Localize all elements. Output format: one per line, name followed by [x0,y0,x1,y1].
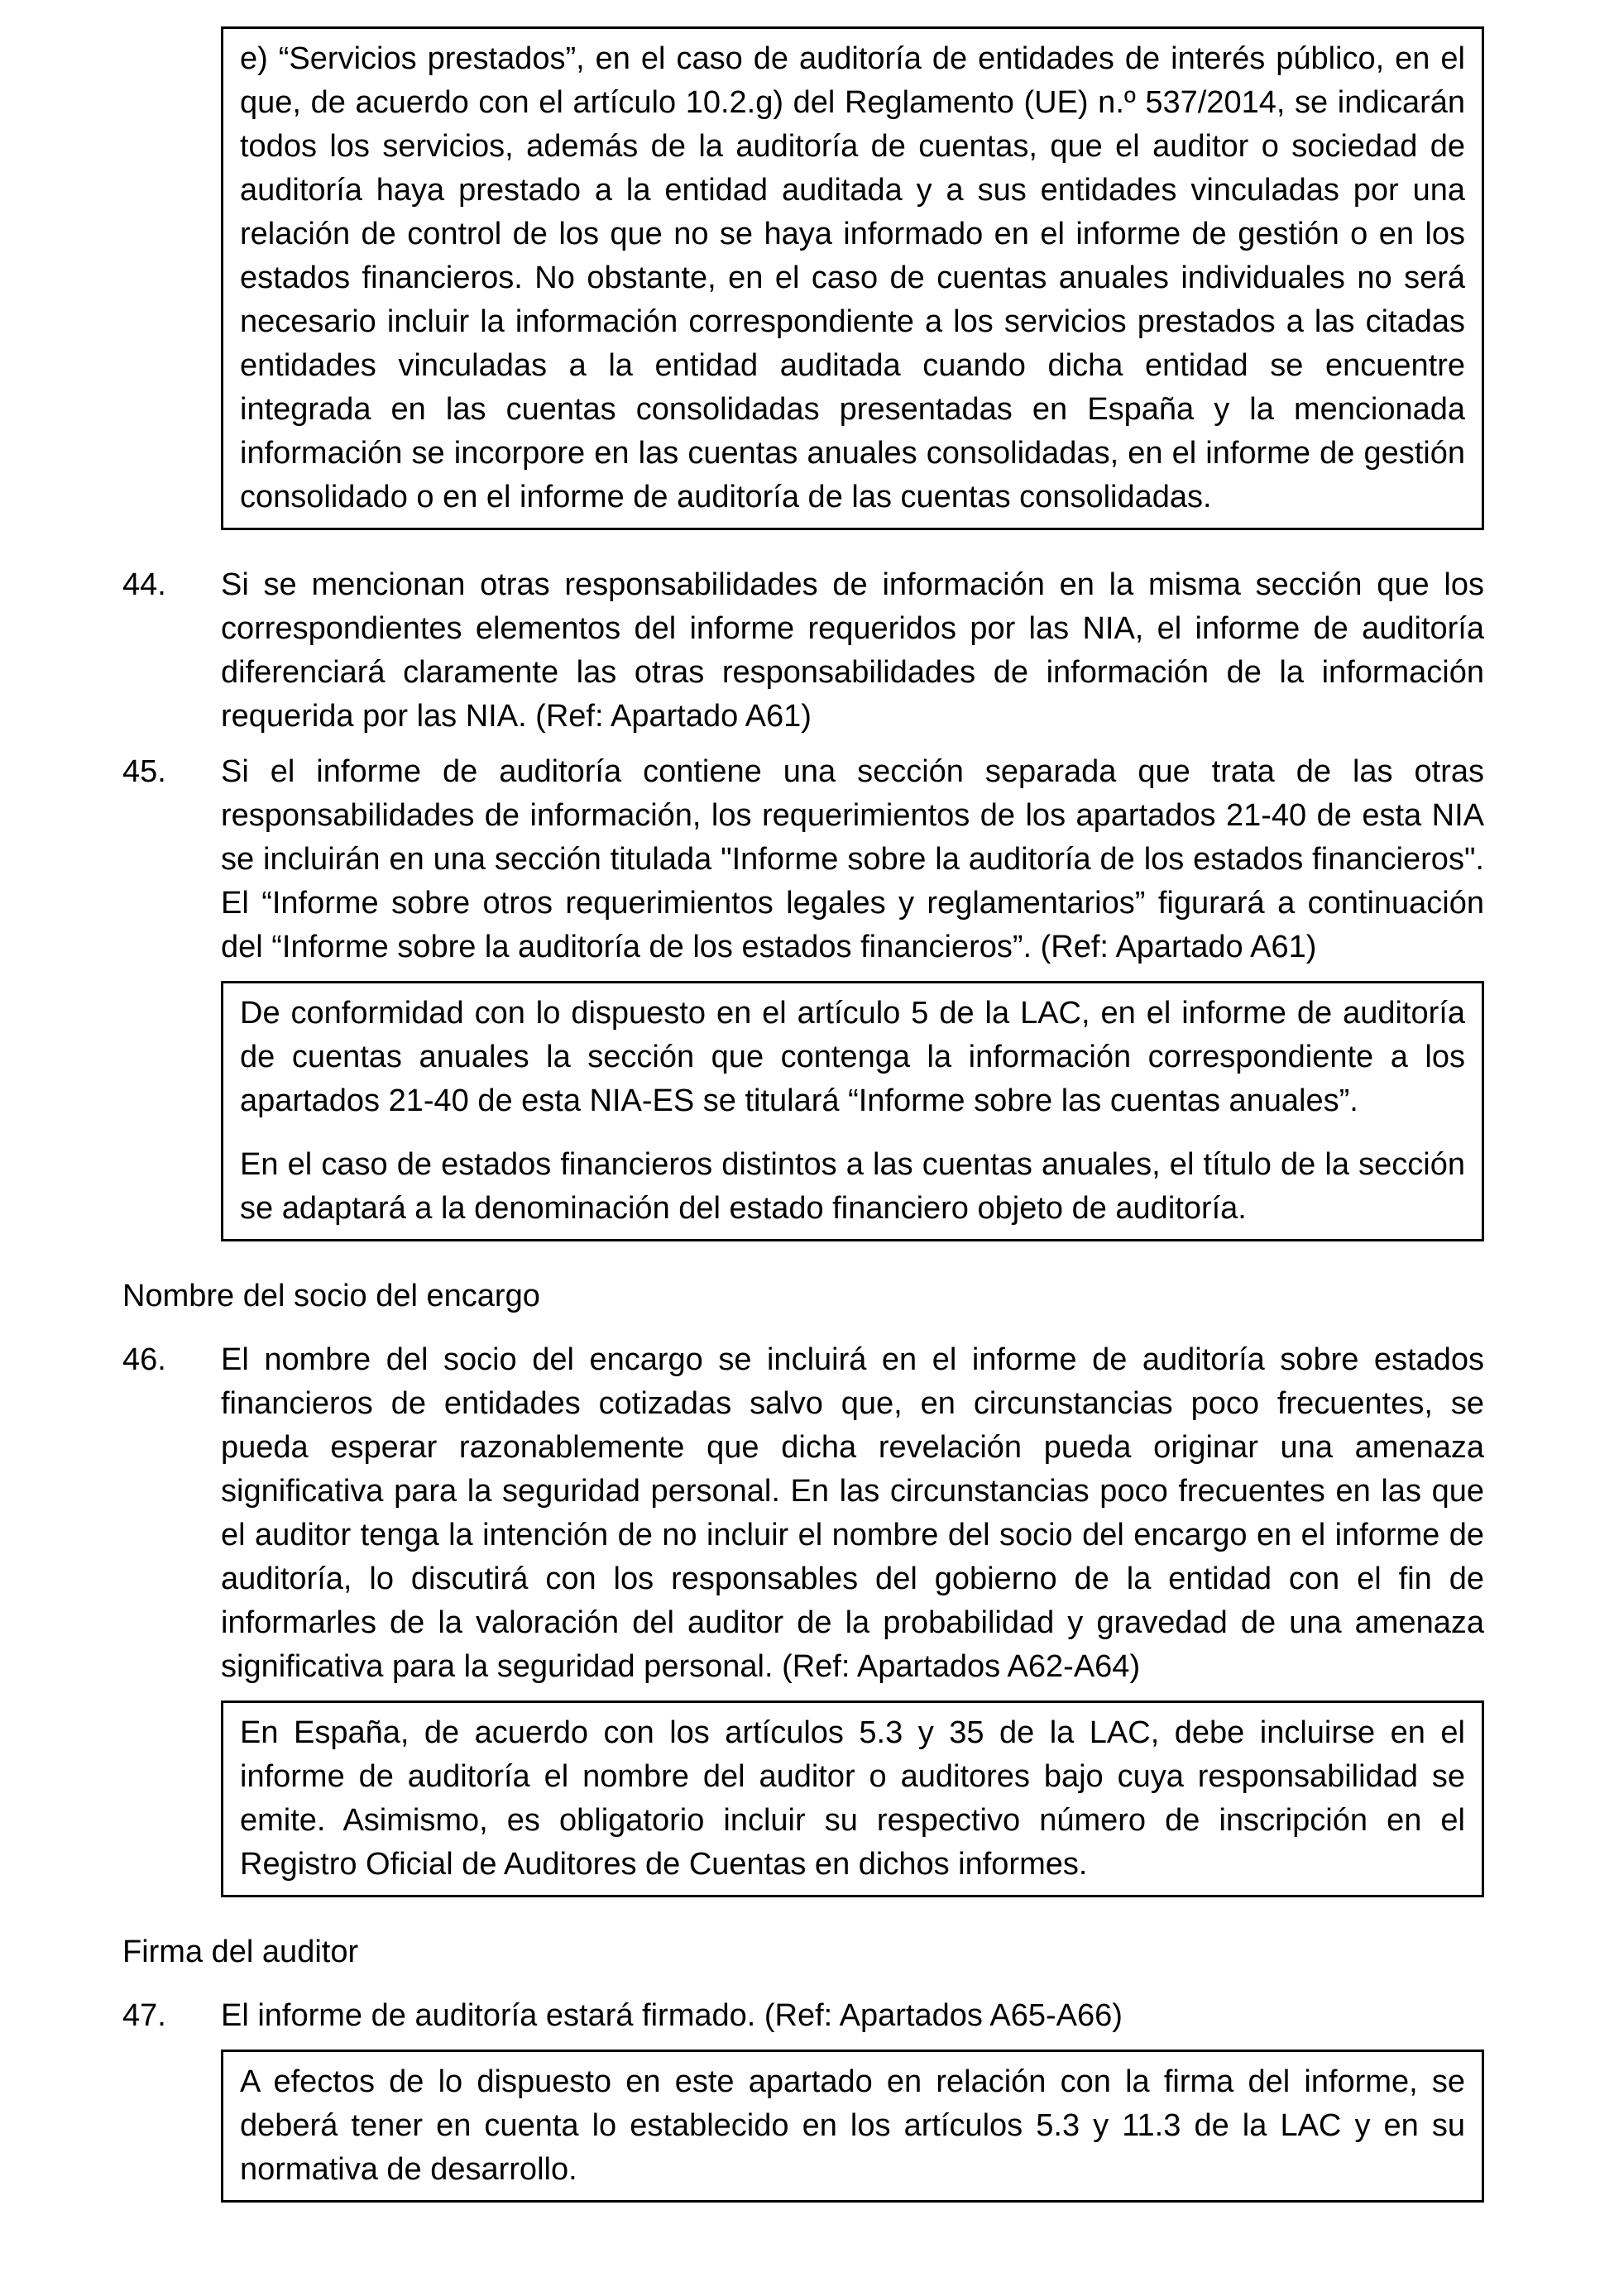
paragraph-46-text: El nombre del socio del encargo se incluirá en el informe de auditoría sobre estados financieros de entidades cotizadas salvo que, en circunstancias poco frecuentes, se pueda esperar razonablemente que dicha revelación pueda originar una amenaza significativa para la seguridad personal. En las circunstancias poco frecuentes en las que el auditor tenga la intención de no incluir el nombre del socio del encargo en el informe de auditoría, lo discutirá con los responsables del gobierno de la entidad con el fin de informarles de la valoración del auditor de la probabilidad y gravedad de una amenaza significativa para la seguridad personal. (Ref: Apartados A62-A64) [221,1342,1484,1684]
note-box-servicios-prestados [221,26,1484,530]
paragraph-45 [122,750,1484,969]
paragraph-47-text: El informe de auditoría estará firmado. (Ref: Apartados A65-A66) [221,1998,1123,2033]
note-box-titulo-seccion [221,981,1484,1241]
note-box-servicios-prestados-paragraph: e) “Servicios prestados”, en el caso de auditoría de entidades de interés público, en el que, de acuerdo con el artículo 10.2.g) del Reglamento (UE) n.º 537/2014, se indicarán todos los servicios, además de la auditoría de cuentas, que el auditor o sociedad de auditoría haya prestado a la entidad auditada y a sus entidades vinculadas por una relación de control de los que no se haya informado en el informe de gestión o en los estados financieros. No obstante, en el caso de cuentas anuales individuales no será necesario incluir la información correspondiente a los servicios prestados a las citadas entidades vinculadas a la entidad auditada cuando dicha entidad se encuentre integrada en las cuentas consolidadas presentadas en España y la mencionada información se incorpore en las cuentas anuales consolidadas, en el informe de gestión consolidado o en el informe de auditoría de las cuentas consolidadas. [240,41,1465,514]
note-box-nombre-auditor [221,1700,1484,1897]
paragraph-46-number: 46. [122,1342,166,1377]
section-heading-firma-del-auditor: Firma del auditor [122,1935,359,1969]
paragraph-47 [122,1994,1484,2038]
paragraph-45-text: Si el informe de auditoría contiene una sección separada que trata de las otras responsabilidades de información, los requerimientos de los apartados 21-40 de esta NIA se incluirán en una sección titulada "Informe sobre la auditoría de los estados financieros". El “Informe sobre otros requerimientos legales y reglamentarios” figurará a continuación del “Informe sobre la auditoría de los estados financieros”. (Ref: Apartado A61) [221,754,1484,964]
section-heading-nombre-del-socio: Nombre del socio del encargo [122,1279,540,1313]
note-box-titulo-seccion-paragraph-1: De conformidad con lo dispuesto en el artículo 5 de la LAC, en el informe de auditoría de cuentas anuales la sección que contenga la información correspondiente a los apartados 21-40 de esta NIA-ES se titulará “Informe sobre las cuentas anuales”. [240,996,1465,1118]
note-box-titulo-seccion-paragraph-2: En el caso de estados financieros distintos a las cuentas anuales, el título de la sección se adaptará a la denominación del estado financiero objeto de auditoría. [240,1147,1465,1226]
paragraph-46 [122,1338,1484,1689]
paragraph-45-number: 45. [122,754,166,789]
note-box-firma-informe [221,2050,1484,2203]
note-box-nombre-auditor-paragraph: En España, de acuerdo con los artículos 5.3 y 35 de la LAC, debe incluirse en el informe de auditoría el nombre del auditor o auditores bajo cuya responsabilidad se emite. Asimismo, es obligatorio incluir su respectivo número de inscripción en el Registro Oficial de Auditores de Cuentas en dichos informes. [240,1715,1465,1882]
paragraph-44 [122,563,1484,739]
paragraph-47-number: 47. [122,1998,166,2033]
note-box-firma-informe-paragraph: A efectos de lo dispuesto en este apartado en relación con la firma del informe, se deberá tener en cuenta lo establecido en los artículos 5.3 y 11.3 de la LAC y en su normativa de desarrollo. [240,2064,1465,2187]
paragraph-44-number: 44. [122,567,166,602]
paragraph-44-text: Si se mencionan otras responsabilidades de información en la misma sección que los correspondientes elementos del informe requeridos por las NIA, el informe de auditoría diferenciará claramente las otras responsabilidades de información de la información requerida por las NIA. (Ref: Apartado A61) [221,567,1484,734]
